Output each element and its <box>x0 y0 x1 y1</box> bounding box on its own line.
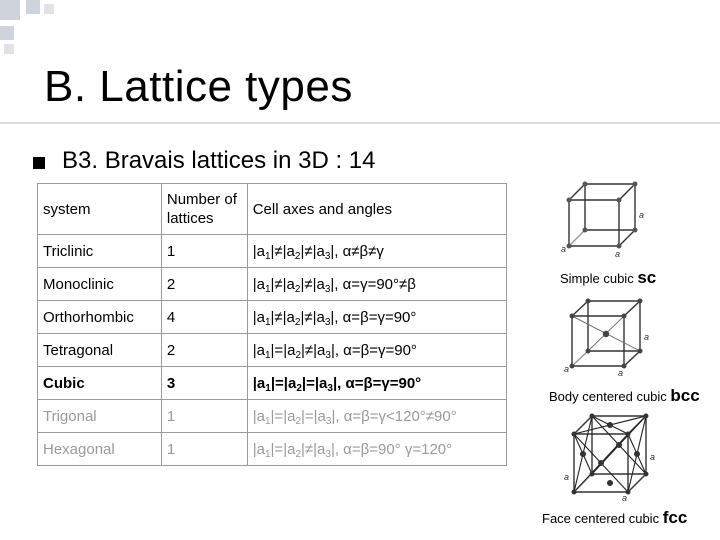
cell-axes <box>247 268 506 301</box>
cell-count: 3 <box>161 367 247 400</box>
bcc-axis-label-c: a <box>618 368 624 378</box>
simple-cubic-diagram <box>555 178 650 258</box>
face-centered-cubic-abbr: fcc <box>662 508 688 527</box>
axis-subscript: 3 <box>325 415 332 427</box>
square-bullet-icon <box>33 157 45 169</box>
fcc-axis-label-c: a <box>622 493 628 502</box>
face-centered-cubic-diagram <box>562 410 662 502</box>
cell-count: 2 <box>161 268 247 301</box>
axis-subscript: 2 <box>296 382 302 394</box>
axis-subscript: 3 <box>325 448 331 460</box>
header-count-line2: lattices <box>166 210 214 227</box>
axis-subscript: 3 <box>324 316 331 328</box>
axis-text: |, α=γ=90°≠β <box>330 275 416 293</box>
fcc-axis-label-b: a <box>650 452 656 462</box>
sc-axis-label-b: a <box>639 210 645 220</box>
axis-text: |≠|a <box>300 275 325 293</box>
cell-count: 1 <box>161 433 247 466</box>
corner-decoration-square <box>44 4 54 14</box>
axis-subscript: 1 <box>264 316 271 328</box>
cell-axes <box>247 235 506 268</box>
sc-axis-label-a: a <box>561 244 567 254</box>
table-row <box>38 235 507 268</box>
axis-subscript: 1 <box>264 250 271 262</box>
axis-subscript: 1 <box>264 349 271 361</box>
header-axes: Cell axes and angles <box>247 184 506 235</box>
axis-text: |a <box>252 407 265 425</box>
simple-cubic-label: Simple cubic <box>560 271 634 286</box>
header-count-line1: Number of <box>166 191 237 208</box>
axis-subscript: 3 <box>324 283 331 295</box>
axis-subscript: 2 <box>295 448 301 460</box>
body-centered-cubic-caption <box>549 386 700 406</box>
axis-text: |=|a <box>301 374 328 392</box>
slide-title: B. Lattice types <box>44 62 353 111</box>
header-system: system <box>38 184 162 235</box>
axis-text: |≠|a <box>270 275 295 293</box>
cell-system: Triclinic <box>38 235 162 268</box>
fcc-axis-label-a: a <box>564 472 570 482</box>
corner-decoration-square <box>4 44 14 54</box>
table-row <box>38 268 507 301</box>
face-centered-cubic-caption <box>542 508 687 528</box>
face-centered-cubic-label: Face centered cubic <box>542 511 660 526</box>
axis-text: |, α=β=γ=90° <box>330 308 417 326</box>
axis-text: |, α≠β≠γ <box>330 242 384 260</box>
axis-subscript: 2 <box>294 316 301 328</box>
cell-system: Trigonal <box>38 400 162 433</box>
cell-axes <box>247 334 506 367</box>
bravais-lattice-table <box>37 183 507 466</box>
cell-system: Monoclinic <box>38 268 162 301</box>
axis-subscript: 1 <box>265 382 271 394</box>
body-centered-cubic-diagram <box>562 296 657 378</box>
axis-text: |a <box>252 440 265 458</box>
axis-text: |, α=β=90° γ=120° <box>330 440 453 458</box>
cell-count: 2 <box>161 334 247 367</box>
axis-text: |, α=β=γ<120°≠90° <box>331 407 457 425</box>
corner-decoration-square <box>26 0 40 14</box>
cell-system: Hexagonal <box>38 433 162 466</box>
cell-axes <box>247 400 506 433</box>
bcc-axis-label-a: a <box>564 364 570 374</box>
axis-text: |, α=β=γ=90° <box>330 341 417 359</box>
axis-text: |=|a <box>301 407 326 425</box>
axis-text: |≠|a <box>300 308 325 326</box>
corner-decoration-square <box>0 0 20 20</box>
axis-text: |a <box>252 341 265 359</box>
axis-text: |=|a <box>270 440 296 458</box>
cell-count: 1 <box>161 400 247 433</box>
axis-subscript: 1 <box>264 283 271 295</box>
axis-text: |≠|a <box>270 242 295 260</box>
cell-axes <box>247 301 506 334</box>
axis-subscript: 1 <box>264 415 271 427</box>
bcc-axis-label-b: a <box>644 332 650 342</box>
axis-subscript: 3 <box>327 382 333 394</box>
cell-count: 4 <box>161 301 247 334</box>
sc-axis-label-c: a <box>615 249 621 258</box>
axis-subscript: 3 <box>324 250 331 262</box>
cell-system: Orthorhombic <box>38 301 162 334</box>
axis-text: |=|a <box>270 407 296 425</box>
cell-system: Cubic <box>38 367 162 400</box>
body-centered-cubic-label: Body centered cubic <box>549 389 667 404</box>
table-header-row <box>38 184 507 235</box>
axis-subscript: 2 <box>294 250 301 262</box>
axis-subscript: 2 <box>295 349 301 361</box>
axis-text: |, α=β=γ=90° <box>332 374 422 392</box>
cell-system: Tetragonal <box>38 334 162 367</box>
table-row <box>38 433 507 466</box>
body-centered-cubic-abbr: bcc <box>670 386 700 405</box>
title-divider <box>0 122 720 124</box>
axis-text: |=|a <box>270 341 296 359</box>
slide-subtitle: B3. Bravais lattices in 3D : 14 <box>62 147 376 174</box>
axis-text: |≠|a <box>301 440 326 458</box>
axis-text: |≠|a <box>301 341 326 359</box>
axis-subscript: 1 <box>264 448 271 460</box>
cell-axes <box>247 433 506 466</box>
table-row <box>38 334 507 367</box>
simple-cubic-abbr: sc <box>637 268 657 287</box>
axis-text: |a <box>252 242 265 260</box>
cell-axes <box>247 367 506 400</box>
axis-text: |a <box>252 374 266 392</box>
table-row <box>38 400 507 433</box>
axis-text: |=|a <box>270 374 297 392</box>
corner-decoration-square <box>0 26 14 40</box>
simple-cubic-caption <box>560 268 656 288</box>
cell-count: 1 <box>161 235 247 268</box>
axis-subscript: 2 <box>295 415 301 427</box>
axis-subscript: 3 <box>325 349 331 361</box>
axis-text: |a <box>252 275 265 293</box>
axis-text: |a <box>252 308 265 326</box>
table-row <box>38 301 507 334</box>
axis-text: |≠|a <box>300 242 325 260</box>
axis-subscript: 2 <box>294 283 301 295</box>
header-count <box>161 184 247 235</box>
axis-text: |≠|a <box>270 308 295 326</box>
table-row <box>38 367 507 400</box>
